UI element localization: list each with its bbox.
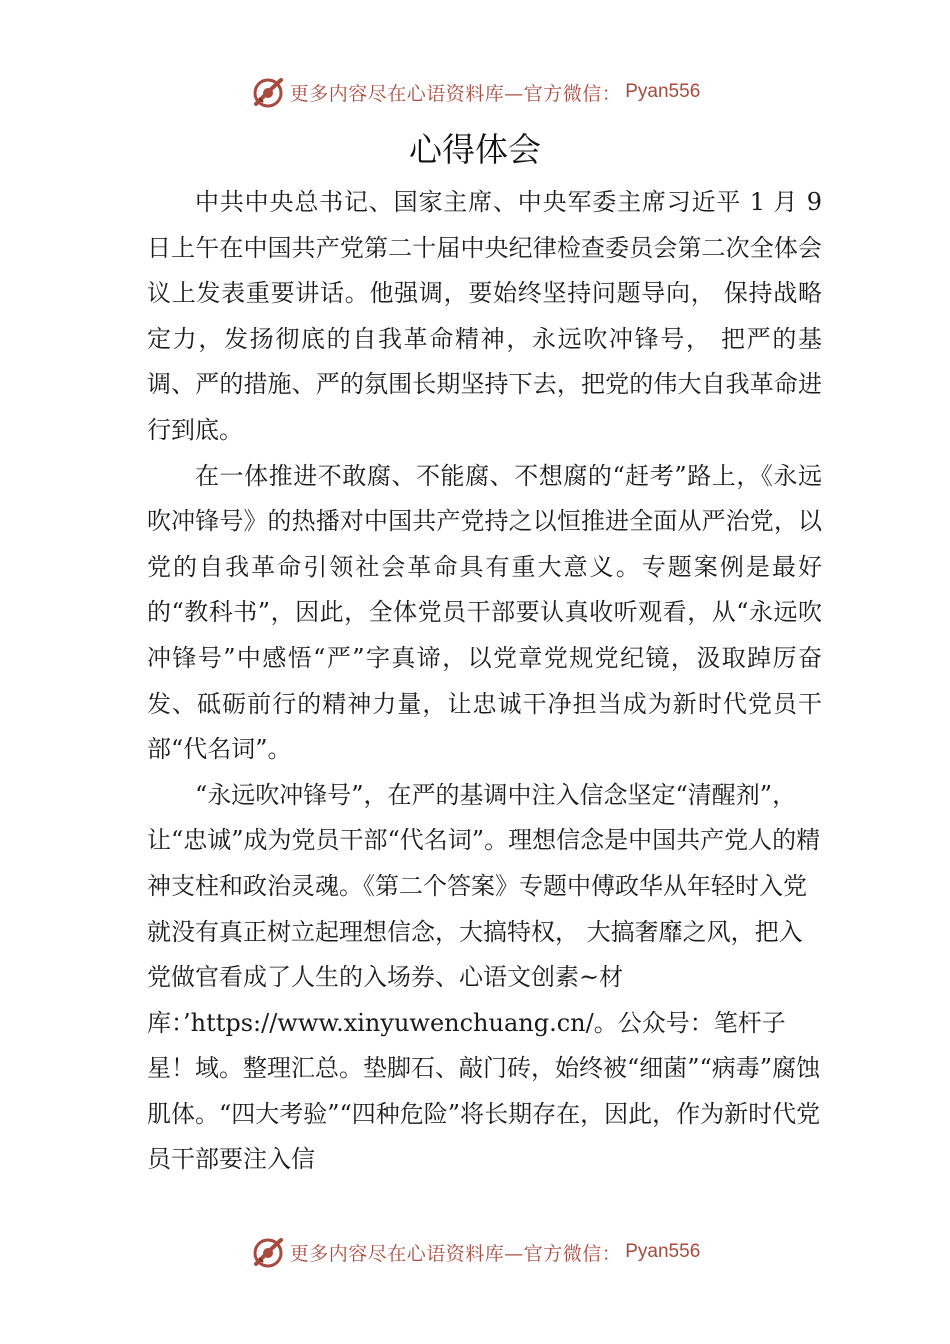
- brush-logo-icon: [250, 74, 286, 110]
- paragraph-3: “永远吹冲锋号”，在严的基调中注入信念坚定“清醒剂”，让“忠诚”成为党员干部“代名词”。理想信念是中国共产党人的精神支柱和政治灵魂。《第二个答案》专题中傅政华从年轻时入党就没有真正树立起理想信念，大搞特权， 大搞奢靡之风，把入党做官看成了人生的入场券、心语文创素~材库：’https://www.xinyuwenchuang.cn/。公众号：笔杆子星！域。整理汇总。垫脚石、敲门砖，始终被“细菌”“病毒”腐蚀肌体。“四大考验”“四种危险”将长期存在，因此，作为新时代党员干部要注入信: [147, 780, 821, 1174]
- paragraph-2: 在一体推进不敢腐、不能腐、不想腐的“赶考”路上，《永远吹冲锋号》的热播对中国共产党持之以恒推进全面从严治党，以党的自我革命引领社会革命具有重大意义。专题案例是最好的“教科书”，因此，全体党员干部要认真收听观看，从“永远吹冲锋号”中感悟“严”字真谛，以党章党规党纪镜，汲取踔厉奋发、砥砺前行的精神力量，让忠诚干净担当成为新时代党员干部“代名词”。: [147, 461, 822, 764]
- document-body: [147, 180, 822, 1183]
- paragraph-1: 中共中央总书记、国家主席、中央军委主席习近平 1 月 9 日上午在中国共产党第二十届中央纪律检查委员会第二次全体会议上发表重要讲话。他强调，要始终坚持问题导向， 保持战略定力，发扬彻底的自我革命精神，永远吹冲锋号， 把严的基调、严的措施、严的氛围长期坚持下去，把党的伟大自我革命进行到底。: [147, 188, 822, 444]
- footer-watermark-banner: [0, 1232, 950, 1272]
- header-watermark-banner: [0, 72, 950, 112]
- banner-wechat-id: Pyan556: [625, 81, 701, 102]
- page-title: 心得体会: [409, 130, 541, 169]
- banner-wechat-id: Pyan556: [625, 1241, 701, 1262]
- brush-logo-icon: [250, 1234, 286, 1270]
- banner-text: 更多内容尽在心语资料库—官方微信：: [289, 1242, 622, 1265]
- banner-text: 更多内容尽在心语资料库—官方微信：: [289, 82, 622, 105]
